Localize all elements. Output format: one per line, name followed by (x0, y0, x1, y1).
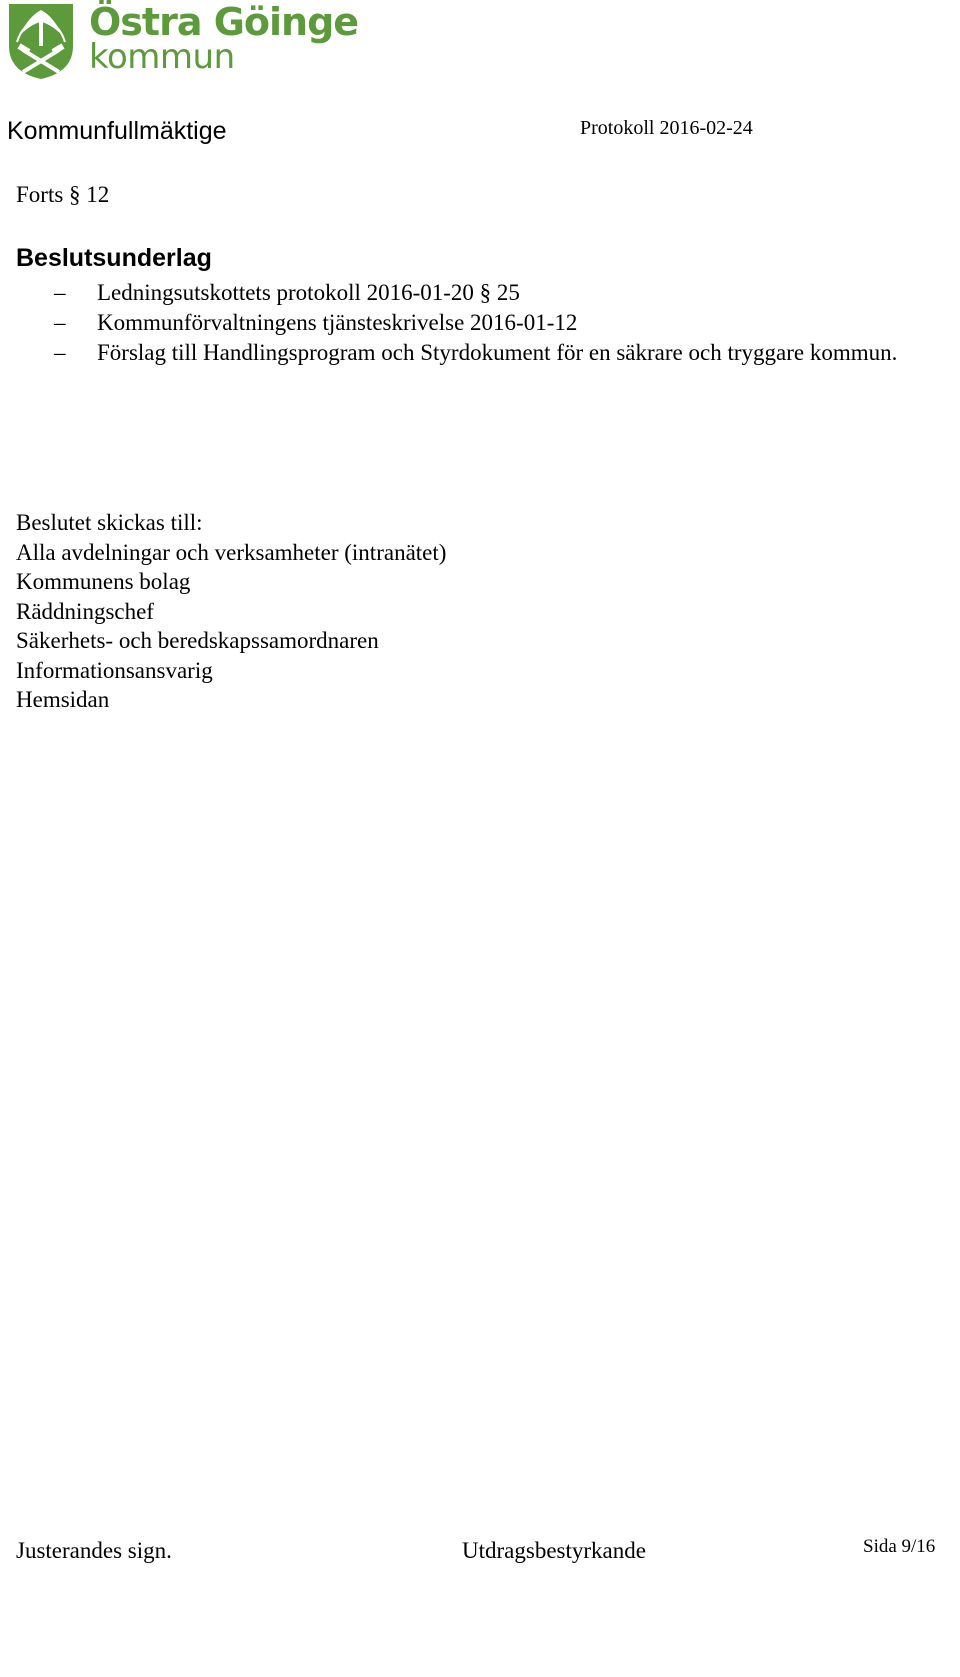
page-number: Sida 9/16 (863, 1536, 936, 1557)
dash-bullet-icon: – (54, 340, 66, 365)
recipient-item: Informationsansvarig (16, 657, 213, 683)
paragraph-reference: Forts § 12 (16, 182, 110, 207)
recipients-block (16, 508, 446, 715)
list-item: – Förslag till Handlingsprogram och Styrdokument för en säkrare och tryggare kommun. (0, 338, 960, 368)
logo-name: Östra Göinge (89, 0, 359, 44)
recipient-item: Räddningschef (16, 598, 154, 624)
list-item: – Ledningsutskottets protokoll 2016-01-20 § 25 (0, 278, 960, 308)
dash-bullet-icon: – (54, 280, 66, 305)
utdragsbestyrkande: Utdragsbestyrkande (462, 1538, 646, 1563)
recipient-item: Hemsidan (16, 687, 110, 712)
list-item: – Kommunförvaltningens tjänsteskrivelse 2016-01-12 (0, 308, 960, 338)
dash-bullet-icon: – (54, 310, 66, 335)
section-heading: Beslutsunderlag (16, 244, 212, 272)
protocol-date: Protokoll 2016-02-24 (580, 117, 753, 139)
justerandes-sign: Justerandes sign. (16, 1538, 172, 1563)
logo-subtitle: kommun (89, 37, 235, 77)
municipality-logo (7, 0, 359, 80)
recipient-item: Alla avdelningar och verksamheter (intranätet) (16, 539, 447, 565)
page-title: Kommunfullmäktige (7, 117, 227, 145)
recipient-item: Säkerhets- och beredskapssamordnaren (16, 628, 379, 653)
recipient-item: Kommunens bolag (16, 569, 191, 594)
page-footer (0, 1536, 960, 1570)
decision-basis-list (0, 278, 960, 368)
municipality-crest-icon (7, 2, 75, 80)
recipients-heading: Beslutet skickas till: (16, 510, 203, 535)
